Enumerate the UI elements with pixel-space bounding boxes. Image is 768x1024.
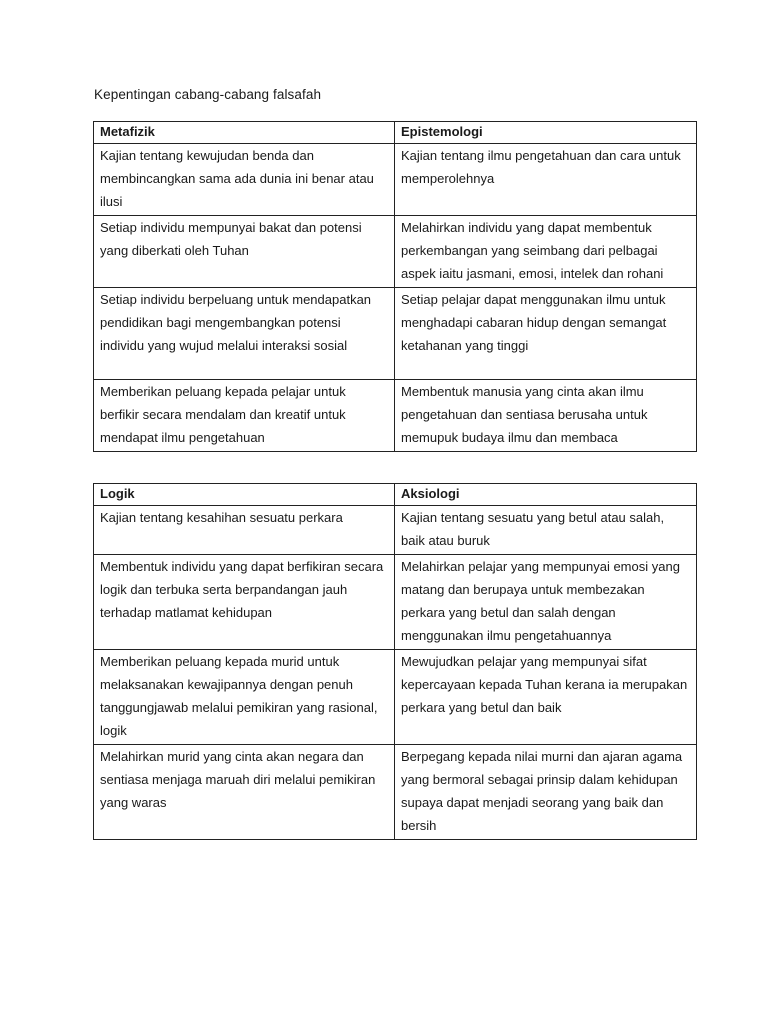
column-header-logik: Logik [94, 484, 395, 506]
table-row [94, 745, 697, 840]
table-cell: Setiap individu mempunyai bakat dan potensi yang diberkati oleh Tuhan [94, 216, 395, 288]
column-header-epistemologi: Epistemologi [395, 122, 697, 144]
column-header-metafizik: Metafizik [94, 122, 395, 144]
column-header-aksiologi: Aksiologi [395, 484, 697, 506]
table-cell: Membentuk individu yang dapat berfikiran secara logik dan terbuka serta berpandangan jauh terhadap matlamat kehidupan [94, 555, 395, 650]
table-cell: Berpegang kepada nilai murni dan ajaran agama yang bermoral sebagai prinsip dalam kehidupan supaya dapat menjadi seorang yang baik dan bersih [395, 745, 697, 840]
table-header-row [94, 122, 697, 144]
table-cell: Melahirkan individu yang dapat membentuk perkembangan yang seimbang dari pelbagai aspek iaitu jasmani, emosi, intelek dan rohani [395, 216, 697, 288]
table-row [94, 555, 697, 650]
table-cell: Memberikan peluang kepada pelajar untuk berfikir secara mendalam dan kreatif untuk mendapat ilmu pengetahuan [94, 380, 395, 452]
table-cell: Mewujudkan pelajar yang mempunyai sifat kepercayaan kepada Tuhan kerana ia merupakan perkara yang betul dan baik [395, 650, 697, 745]
table-cell: Setiap individu berpeluang untuk mendapatkan pendidikan bagi mengembangkan potensi individu yang wujud melalui interaksi sosial [94, 288, 395, 380]
table-cell: Melahirkan murid yang cinta akan negara dan sentiasa menjaga maruah diri melalui pemikiran yang waras [94, 745, 395, 840]
table-row [94, 650, 697, 745]
table-cell: Setiap pelajar dapat menggunakan ilmu untuk menghadapi cabaran hidup dengan semangat ketahanan yang tinggi [395, 288, 697, 380]
table-cell: Kajian tentang kewujudan benda dan membincangkan sama ada dunia ini benar atau ilusi [94, 144, 395, 216]
table-cell: Kajian tentang ilmu pengetahuan dan cara untuk memperolehnya [395, 144, 697, 216]
table-row [94, 144, 697, 216]
table-cell: Kajian tentang sesuatu yang betul atau salah, baik atau buruk [395, 506, 697, 555]
table-row [94, 288, 697, 380]
logik-aksiologi-table [93, 483, 697, 840]
table-row [94, 380, 697, 452]
table-header-row [94, 484, 697, 506]
table-cell: Membentuk manusia yang cinta akan ilmu pengetahuan dan sentiasa berusaha untuk memupuk budaya ilmu dan membaca [395, 380, 697, 452]
table-row [94, 216, 697, 288]
table-cell: Memberikan peluang kepada murid untuk melaksanakan kewajipannya dengan penuh tanggungjawab melalui pemikiran yang rasional, logik [94, 650, 395, 745]
page-title: Kepentingan cabang-cabang falsafah [94, 87, 322, 102]
metafizik-epistemologi-table [93, 121, 697, 452]
table-row [94, 506, 697, 555]
table-cell: Melahirkan pelajar yang mempunyai emosi yang matang dan berupaya untuk membezakan perkara yang betul dan salah dengan menggunakan ilmu pengetahuannya [395, 555, 697, 650]
table-cell: Kajian tentang kesahihan sesuatu perkara [94, 506, 395, 555]
